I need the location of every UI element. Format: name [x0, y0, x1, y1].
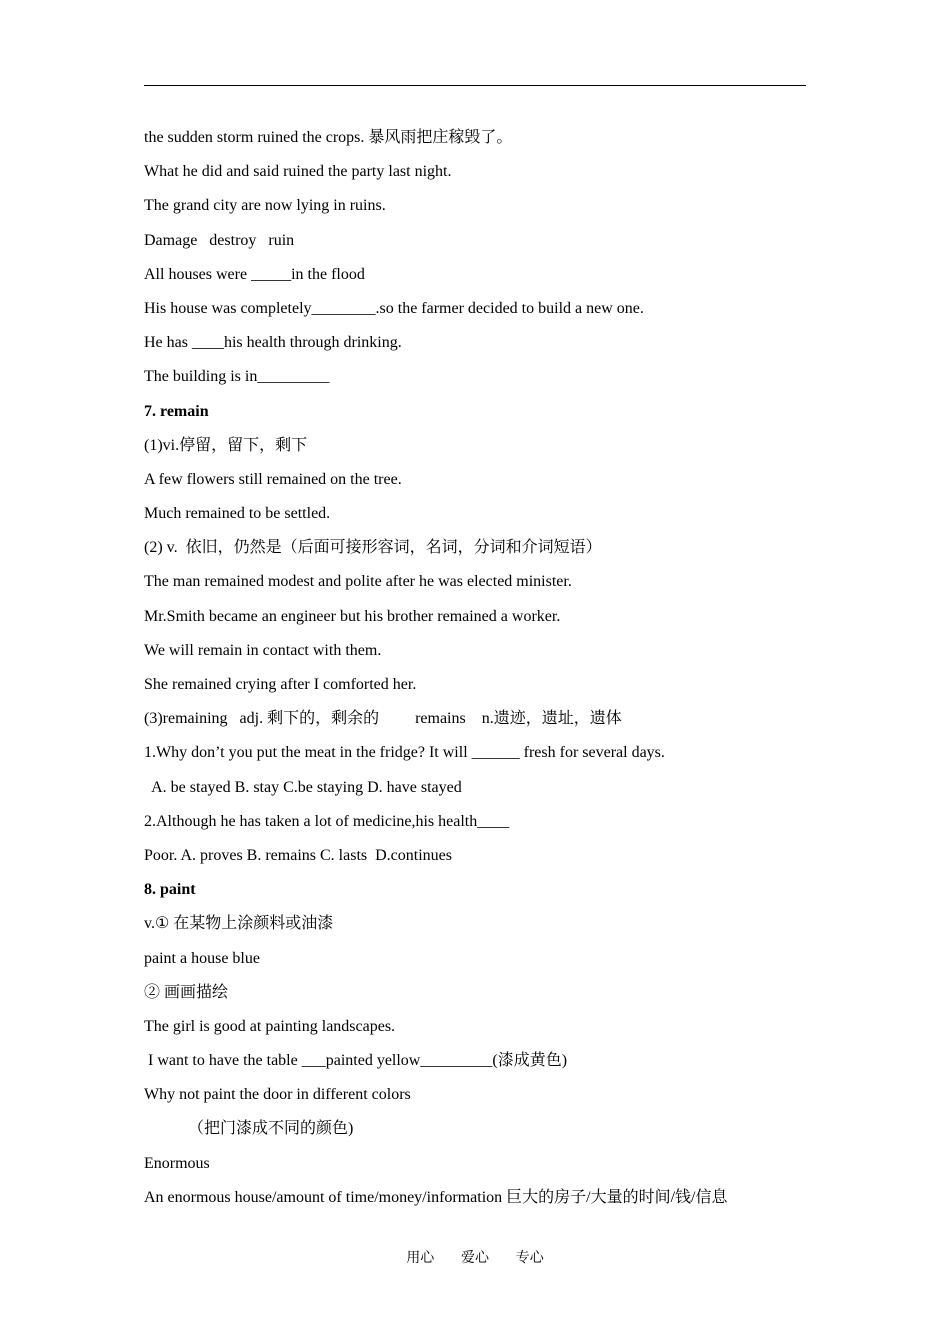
text-line: Mr.Smith became an engineer but his brother remained a worker. [144, 607, 561, 625]
text-line: We will remain in contact with them. [144, 641, 382, 659]
text-line: An enormous house/amount of time/money/information 巨大的房子/大量的时间/钱/信息 [144, 1188, 728, 1206]
text-line: Much remained to be settled. [144, 505, 331, 523]
text-line: His house was completely________.so the farmer decided to build a new one. [144, 299, 644, 317]
text-line: ② 画画描绘 [144, 983, 229, 1001]
text-line: I want to have the table ___painted yellow_________(漆成黄色) [144, 1052, 568, 1070]
text-line: The girl is good at painting landscapes. [144, 1017, 396, 1035]
header-rule [144, 85, 806, 86]
text-line: A. be stayed B. stay C.be staying D. have stayed [144, 778, 462, 796]
text-line: (3)remaining adj. 剩下的，剩余的 remains n.遗迹，遗址，遗体 [144, 710, 622, 728]
section-heading: 7. remain [144, 402, 209, 420]
text-line: The man remained modest and polite after he was elected minister. [144, 573, 572, 591]
text-line: The building is in_________ [144, 368, 330, 386]
document-body [144, 121, 806, 1215]
text-line: What he did and said ruined the party last night. [144, 163, 452, 181]
text-line: the sudden storm ruined the crops. 暴风雨把庄稼毁了。 [144, 129, 513, 146]
text-line: 1.Why don’t you put the meat in the fridge? It will ______ fresh for several days. [144, 744, 665, 762]
text-line: paint a house blue [144, 949, 260, 967]
text-line: All houses were _____in the flood [144, 265, 365, 283]
text-line: She remained crying after I comforted her. [144, 676, 417, 693]
text-line: Why not paint the door in different colors [144, 1086, 411, 1104]
text-line: Enormous [144, 1154, 210, 1172]
section-heading: 8. paint [144, 881, 196, 899]
text-line: He has ____his health through drinking. [144, 334, 402, 352]
text-line: Poor. A. proves B. remains C. lasts D.continues [144, 846, 452, 864]
text-line: （把门漆成不同的颜色) [144, 1120, 354, 1138]
text-line: Damage destroy ruin [144, 231, 295, 249]
text-line: v.① 在某物上涂颜料或油漆 [144, 915, 334, 933]
text-line: A few flowers still remained on the tree. [144, 470, 402, 488]
text-line: The grand city are now lying in ruins. [144, 197, 386, 215]
text-line: (2) v. 依旧，仍然是（后面可接形容词，名词，分词和介词短语） [144, 539, 602, 557]
text-line: (1)vi.停留，留下，剩下 [144, 436, 308, 454]
text-line: 2.Although he has taken a lot of medicine,his health____ [144, 812, 510, 830]
page-footer: 用心 爱心 专心 [406, 1250, 544, 1266]
